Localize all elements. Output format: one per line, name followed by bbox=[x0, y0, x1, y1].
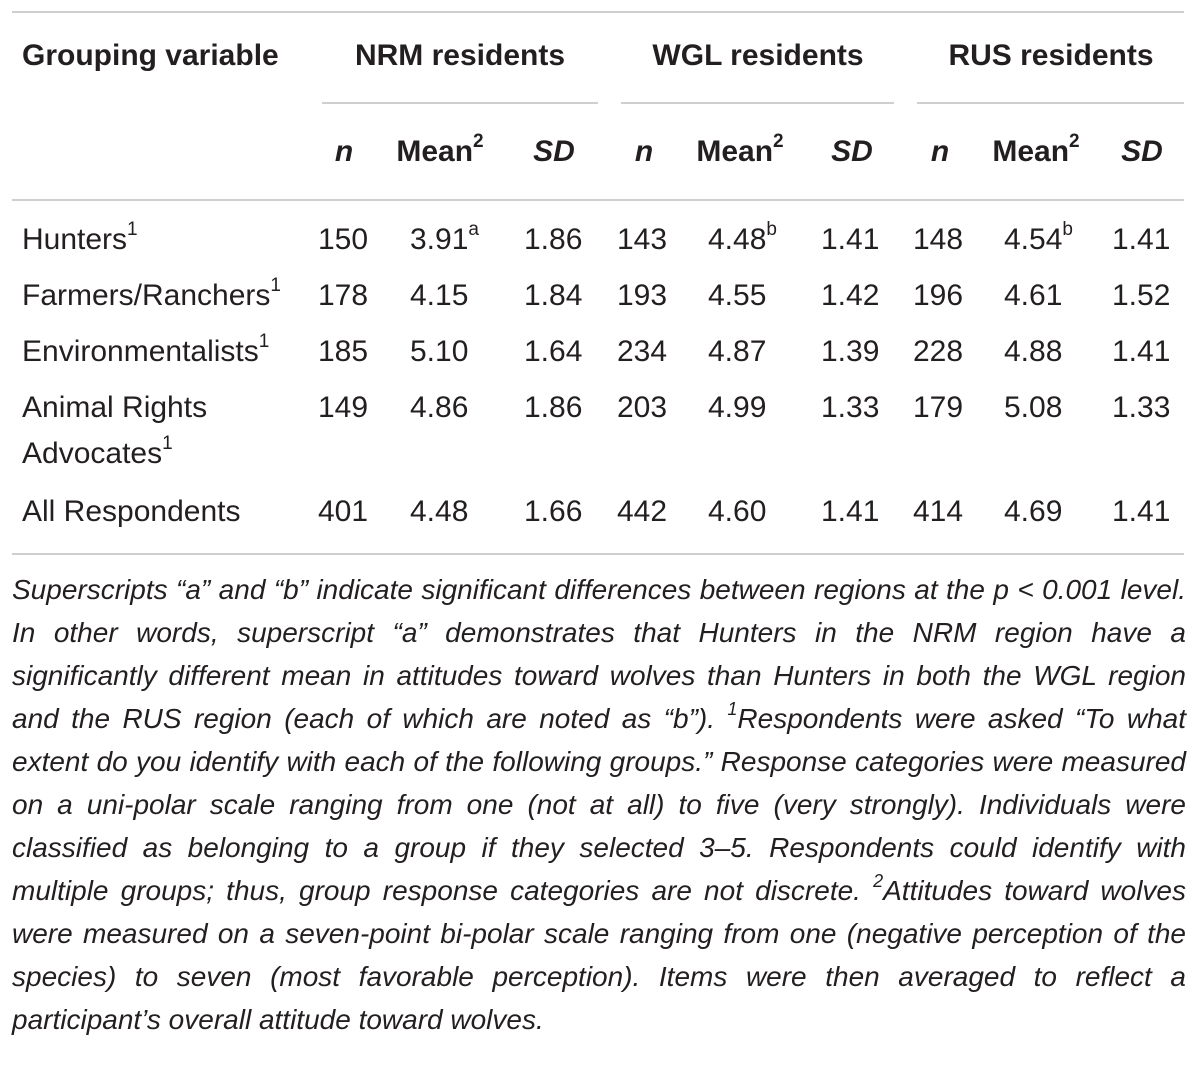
cell-rus-sd: 1.33 bbox=[1112, 391, 1171, 424]
cell-nrm-n: 149 bbox=[318, 391, 369, 424]
row-label-animal-rights: Animal Rights bbox=[22, 391, 208, 424]
cell-rus-mean: 5.08 bbox=[1004, 391, 1063, 424]
cell-nrm-mean: 4.15 bbox=[410, 279, 469, 312]
cell-wgl-n: 234 bbox=[617, 335, 668, 368]
wgl-mean-header: Mean$^2$ bbox=[696, 131, 784, 168]
table-header-bottom-rule bbox=[12, 199, 1184, 201]
footnote-group-identification: Respondents were asked “To what extent do you identify with each of the following groups.” Response categories were measured on a uni-polar scale ranging from one (not at all) to five (very strongly). Individuals were classified as belonging to a group if they selected 3–5. Respondents could identify with multiple groups; thus, group response categories are not discrete. bbox=[12, 703, 1187, 906]
cell-wgl-sd: 1.39 bbox=[821, 335, 880, 368]
cell-wgl-n: 193 bbox=[617, 279, 668, 312]
row-label-advocates: Advocates$^1$ bbox=[22, 433, 173, 470]
cell-wgl-sd: 1.42 bbox=[821, 279, 880, 312]
row-label-environmentalists: Environmentalists$^1$ bbox=[22, 331, 270, 368]
table-footnote bbox=[12, 568, 1186, 1041]
cell-wgl-mean: 4.55 bbox=[708, 279, 767, 312]
cell-nrm-mean: 3.91$^a$ bbox=[410, 219, 479, 256]
cell-rus-mean: 4.69 bbox=[1004, 495, 1063, 528]
cell-rus-mean: 4.54$^b$ bbox=[1004, 219, 1073, 256]
cell-nrm-n: 150 bbox=[318, 223, 369, 256]
row-label-farmers-ranchers: Farmers/Ranchers$^1$ bbox=[22, 275, 281, 312]
wgl-residents-header: WGL residents bbox=[652, 39, 864, 72]
nrm-header-rule bbox=[322, 102, 598, 104]
wgl-n-header: n bbox=[634, 135, 654, 168]
cell-rus-n: 228 bbox=[913, 335, 964, 368]
footnote-marker-2: 2 bbox=[873, 870, 884, 891]
wgl-sd-header: SD bbox=[831, 135, 873, 168]
cell-wgl-sd: 1.41 bbox=[821, 223, 880, 256]
wgl-header-rule bbox=[621, 102, 894, 104]
cell-rus-n: 414 bbox=[913, 495, 964, 528]
nrm-mean-header: Mean$^2$ bbox=[396, 131, 484, 168]
cell-wgl-mean: 4.87 bbox=[708, 335, 767, 368]
cell-wgl-n: 203 bbox=[617, 391, 668, 424]
cell-nrm-mean: 4.48 bbox=[410, 495, 469, 528]
row-label-hunters: Hunters$^1$ bbox=[22, 219, 138, 256]
table-bottom-rule bbox=[12, 553, 1184, 555]
cell-wgl-n: 442 bbox=[617, 495, 668, 528]
cell-rus-sd: 1.41 bbox=[1112, 495, 1171, 528]
cell-rus-mean: 4.61 bbox=[1004, 279, 1063, 312]
cell-wgl-mean: 4.48$^b$ bbox=[708, 219, 777, 256]
footnote-significance: Superscripts “a” and “b” indicate significant differences between regions at the p < 0.001 level. In other words, superscript “a” demonstrates that Hunters in the NRM region have a significantly different mean in attitudes toward wolves than Hunters in both the WGL region and the RUS region (each of which are noted as “b”). bbox=[12, 574, 1186, 734]
rus-sd-header: SD bbox=[1121, 135, 1163, 168]
cell-nrm-sd: 1.84 bbox=[524, 279, 583, 312]
rus-mean-header: Mean$^2$ bbox=[992, 131, 1080, 168]
cell-nrm-mean: 5.10 bbox=[410, 335, 469, 368]
cell-rus-mean: 4.88 bbox=[1004, 335, 1063, 368]
cell-nrm-sd: 1.64 bbox=[524, 335, 583, 368]
row-label-all-respondents: All Respondents bbox=[22, 495, 241, 528]
cell-nrm-sd: 1.86 bbox=[524, 223, 583, 256]
cell-nrm-n: 178 bbox=[318, 279, 369, 312]
cell-wgl-sd: 1.41 bbox=[821, 495, 880, 528]
cell-rus-sd: 1.41 bbox=[1112, 223, 1171, 256]
cell-nrm-n: 401 bbox=[318, 495, 369, 528]
table-top-rule bbox=[12, 11, 1184, 13]
cell-rus-sd: 1.41 bbox=[1112, 335, 1171, 368]
nrm-residents-header: NRM residents bbox=[354, 39, 566, 72]
grouping-variable-header: Grouping variable bbox=[22, 39, 279, 72]
cell-rus-n: 179 bbox=[913, 391, 964, 424]
cell-wgl-mean: 4.99 bbox=[708, 391, 767, 424]
cell-wgl-n: 143 bbox=[617, 223, 668, 256]
cell-rus-n: 148 bbox=[913, 223, 964, 256]
nrm-n-header: n bbox=[334, 135, 354, 168]
nrm-sd-header: SD bbox=[533, 135, 575, 168]
cell-nrm-sd: 1.66 bbox=[524, 495, 583, 528]
cell-nrm-n: 185 bbox=[318, 335, 369, 368]
cell-nrm-sd: 1.86 bbox=[524, 391, 583, 424]
rus-residents-header: RUS residents bbox=[948, 39, 1154, 72]
footnote-attitude-scale: Attitudes toward wolves were measured on a seven-point bi-polar scale ranging from one (negative perception of the species) to seven (most favorable perception). Items were then averaged to reflect a participant’s overall attitude toward wolves. bbox=[12, 875, 1186, 1035]
rus-header-rule bbox=[917, 102, 1184, 104]
cell-rus-n: 196 bbox=[913, 279, 964, 312]
footnote-marker-1: 1 bbox=[727, 698, 738, 719]
cell-wgl-sd: 1.33 bbox=[821, 391, 880, 424]
cell-wgl-mean: 4.60 bbox=[708, 495, 767, 528]
cell-nrm-mean: 4.86 bbox=[410, 391, 469, 424]
rus-n-header: n bbox=[930, 135, 950, 168]
cell-rus-sd: 1.52 bbox=[1112, 279, 1171, 312]
